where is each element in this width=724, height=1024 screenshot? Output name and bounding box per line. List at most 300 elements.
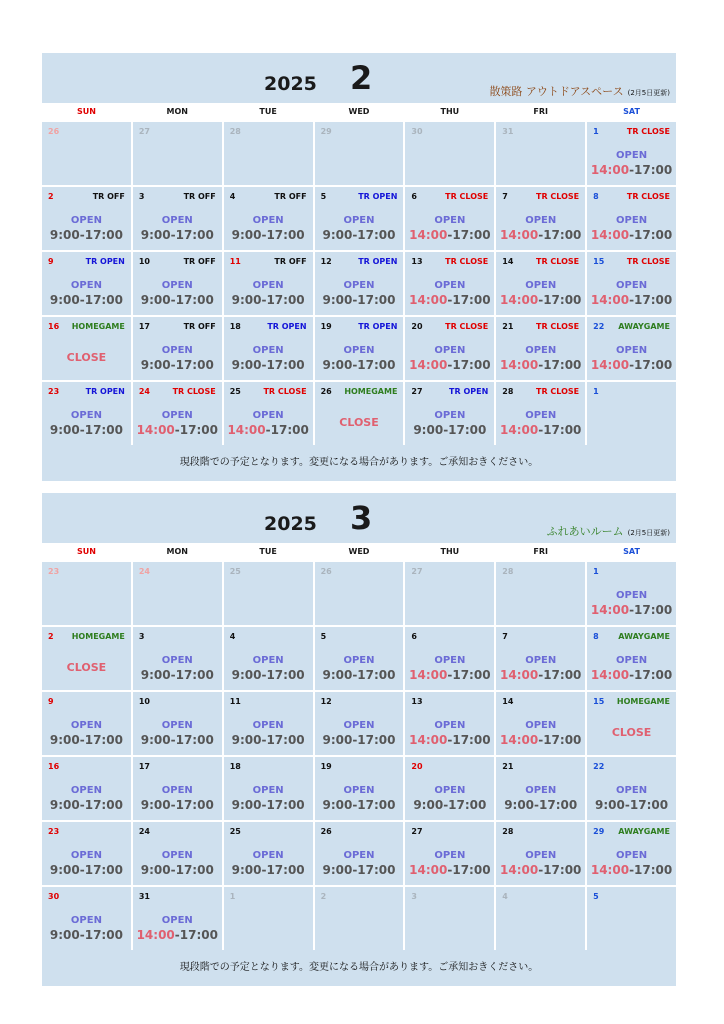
day-cell [405,692,494,755]
hours-end: -17:00 [261,228,305,242]
hours-start: 14:00 [136,423,175,437]
day-number: 6 [411,192,417,201]
day-number: 23 [48,567,60,576]
day-number: 17 [138,762,150,771]
open-label: OPEN [343,345,375,356]
day-cell [224,382,313,445]
open-label: OPEN [616,345,648,356]
hours-start: 9:00 [413,798,444,812]
hours-start: 14:00 [590,603,630,617]
day-number: 15 [593,697,605,706]
hours-end: -17:00 [79,798,123,812]
day-number: 7 [502,192,508,201]
open-label: OPEN [161,215,193,226]
status-tag: TR OPEN [85,257,125,266]
day-number: 5 [320,192,327,201]
day-number: 1 [229,892,236,901]
day-number: 3 [138,192,145,201]
day-cell [224,562,313,625]
day-cell [133,757,222,820]
day-number: 28 [502,387,514,396]
hours-end: -17:00 [79,863,123,877]
hours-end: -17:00 [170,358,214,372]
calendar-header [42,53,676,103]
weekday-header: WED [315,543,404,560]
open-label: OPEN [616,590,648,601]
open-label: OPEN [525,280,557,291]
day-cell [315,562,404,625]
opening-hours [496,798,585,812]
hours-end: -17:00 [538,228,582,242]
opening-hours [405,293,494,307]
day-cell [587,822,676,885]
day-cell [405,122,494,185]
weekday-header: THU [405,103,494,120]
day-cell [405,382,494,445]
opening-hours [587,293,676,307]
hours-start: 9:00 [49,798,80,812]
opening-hours [133,228,222,242]
hours-start: 9:00 [322,863,353,877]
opening-hours [133,668,222,682]
status-tag: HOMEGAME [71,322,125,331]
open-label: OPEN [434,850,466,861]
day-number: 20 [411,762,423,771]
open-label: OPEN [70,850,102,861]
status-tag: TR OPEN [267,322,307,331]
status-tag: TR CLOSE [626,127,670,136]
day-cell [587,562,676,625]
weekday-header: MON [133,543,222,560]
opening-hours [496,733,585,747]
day-number: 1 [593,387,599,396]
day-cell [315,887,404,950]
hours-end: -17:00 [261,863,305,877]
day-number: 4 [502,892,508,901]
day-cell [42,122,131,185]
day-number: 2 [48,632,54,641]
open-label: OPEN [434,655,466,666]
hours-end: -17:00 [629,668,673,682]
open-label: OPEN [525,215,557,226]
opening-hours [315,293,404,307]
hours-end: -17:00 [352,358,396,372]
hours-end: -17:00 [265,423,309,437]
day-number: 31 [138,892,150,901]
status-tag: HOMEGAME [71,632,125,641]
opening-hours [224,668,313,682]
hours-start: 14:00 [136,928,175,942]
day-number: 21 [502,322,514,331]
status-tag: AWAYGAME [618,827,670,836]
hours-end: -17:00 [624,798,669,812]
hours-end: -17:00 [79,733,123,747]
day-number: 13 [411,257,423,266]
open-label: OPEN [434,280,466,291]
open-label: OPEN [70,785,102,796]
day-number: 16 [48,322,60,331]
open-label: OPEN [434,785,466,796]
day-cell [405,187,494,250]
day-number: 26 [320,827,332,836]
status-tag: TR OPEN [358,257,398,266]
day-number: 21 [502,762,514,771]
day-cell [133,252,222,315]
opening-hours [587,863,676,877]
day-cell [224,122,313,185]
status-tag: TR CLOSE [263,387,307,396]
weekday-header: MON [133,103,222,120]
hours-end: -17:00 [629,863,673,877]
hours-end: -17:00 [261,293,305,307]
status-tag: AWAYGAME [618,632,670,641]
calendar-grid [42,103,676,445]
opening-hours [42,928,131,942]
open-label: OPEN [161,280,193,291]
hours-end: -17:00 [261,798,305,812]
opening-hours [405,358,494,372]
open-label: OPEN [252,785,284,796]
opening-hours [42,863,131,877]
hours-end: -17:00 [443,798,487,812]
day-number: 27 [138,127,150,136]
weekday-header: FRI [496,103,585,120]
day-number: 12 [320,697,332,706]
hours-start: 14:00 [590,358,630,372]
day-number: 5 [320,632,327,641]
hours-start: 14:00 [409,293,448,307]
opening-hours [496,423,585,437]
day-cell [496,627,585,690]
open-label: OPEN [252,720,284,731]
day-cell [42,822,131,885]
opening-hours [496,293,585,307]
status-tag: AWAYGAME [618,322,670,331]
day-cell [224,692,313,755]
hours-start: 9:00 [322,228,353,242]
year-label: 2025 [264,73,317,95]
hours-start: 9:00 [140,733,171,747]
day-cell [224,252,313,315]
day-cell [315,187,404,250]
open-label: OPEN [343,785,375,796]
day-number: 15 [593,257,605,266]
day-cell [133,122,222,185]
hours-start: 9:00 [140,668,171,682]
hours-start: 9:00 [413,423,444,437]
hours-end: -17:00 [174,423,218,437]
status-tag: TR OFF [274,192,307,201]
opening-hours [405,228,494,242]
day-number: 11 [229,257,241,266]
open-label: OPEN [616,215,648,226]
hours-start: 14:00 [590,163,630,177]
hours-end: -17:00 [79,928,123,942]
status-tag: TR CLOSE [536,387,580,396]
day-number: 19 [320,762,332,771]
day-cell [315,122,404,185]
day-cell [496,382,585,445]
open-label: OPEN [252,345,284,356]
open-label: OPEN [161,345,193,356]
day-cell [224,757,313,820]
day-cell [405,562,494,625]
hours-start: 14:00 [409,863,448,877]
hours-end: -17:00 [261,358,305,372]
day-cell [133,887,222,950]
opening-hours [224,358,313,372]
day-cell [315,822,404,885]
day-cell [587,122,676,185]
hours-end: -17:00 [352,863,396,877]
day-cell [133,382,222,445]
open-label: OPEN [161,410,193,421]
status-tag: TR OFF [183,257,216,266]
hours-start: 9:00 [49,863,80,877]
status-tag: TR CLOSE [536,257,580,266]
hours-start: 9:00 [49,928,80,942]
hours-start: 9:00 [322,733,353,747]
update-date: (2月5日更新) [627,89,670,97]
day-cell [133,822,222,885]
day-cell [496,757,585,820]
opening-hours [587,668,676,682]
day-cell [315,692,404,755]
day-cell [133,562,222,625]
day-number: 4 [229,632,236,641]
day-number: 14 [502,697,514,706]
hours-end: -17:00 [352,733,396,747]
closed-label: CLOSE [66,351,107,364]
open-label: OPEN [525,720,557,731]
day-cell [315,757,404,820]
day-number: 24 [138,827,150,836]
hours-end: -17:00 [447,228,491,242]
hours-start: 9:00 [49,293,80,307]
day-number: 31 [502,127,514,136]
day-number: 28 [229,127,241,136]
day-cell [496,187,585,250]
opening-hours [133,928,222,942]
day-number: 3 [138,632,145,641]
status-tag: TR CLOSE [626,257,670,266]
opening-hours [224,798,313,812]
day-cell [496,887,585,950]
open-label: OPEN [161,655,193,666]
hours-start: 14:00 [500,668,539,682]
open-label: OPEN [616,150,648,161]
hours-start: 9:00 [231,863,262,877]
hours-start: 14:00 [590,293,630,307]
day-number: 8 [593,632,599,641]
day-cell [587,252,676,315]
hours-end: -17:00 [352,798,396,812]
opening-hours [42,293,131,307]
day-number: 20 [411,322,423,331]
day-number: 10 [138,257,150,266]
open-label: OPEN [70,215,102,226]
hours-end: -17:00 [79,423,123,437]
day-cell [42,562,131,625]
opening-hours [133,423,222,437]
status-tag: TR OFF [183,322,216,331]
day-cell [405,757,494,820]
day-number: 24 [138,567,150,576]
day-number: 23 [48,387,60,396]
status-tag: HOMEGAME [616,697,670,706]
day-cell [496,317,585,380]
day-cell [405,887,494,950]
day-number: 5 [593,892,599,901]
hours-start: 14:00 [500,863,539,877]
opening-hours [315,798,404,812]
opening-hours [133,863,222,877]
hours-start: 9:00 [49,423,80,437]
day-cell [42,382,131,445]
status-tag: TR OFF [183,192,216,201]
hours-end: -17:00 [538,668,582,682]
hours-start: 14:00 [500,733,539,747]
hours-end: -17:00 [170,733,214,747]
hours-start: 14:00 [409,733,448,747]
opening-hours [587,358,676,372]
open-label: OPEN [70,410,102,421]
day-number: 18 [229,762,241,771]
status-tag: TR CLOSE [445,322,489,331]
open-label: OPEN [434,720,466,731]
closed-label: CLOSE [611,726,652,739]
day-cell [587,317,676,380]
opening-hours [496,668,585,682]
opening-hours [315,863,404,877]
hours-start: 9:00 [231,668,262,682]
status-tag: TR CLOSE [536,192,580,201]
hours-start: 9:00 [595,798,625,812]
status-tag: TR OFF [92,192,125,201]
day-cell [133,187,222,250]
day-number: 22 [593,762,605,771]
day-cell [315,382,404,445]
opening-hours [405,798,494,812]
weekday-header: SUN [42,103,131,120]
opening-hours [224,733,313,747]
month-label: 2 [350,59,373,97]
schedule-note: 現段階での予定となります。変更になる場合があります。ご承知おきください。 [179,962,539,973]
hours-start: 14:00 [409,228,448,242]
hours-start: 9:00 [140,863,171,877]
hours-end: -17:00 [79,293,123,307]
facility-name [547,523,670,539]
hours-end: -17:00 [447,733,491,747]
hours-end: -17:00 [629,163,673,177]
day-cell [42,252,131,315]
hours-end: -17:00 [538,293,582,307]
opening-hours [133,733,222,747]
open-label: OPEN [252,280,284,291]
calendar-march [42,493,676,986]
opening-hours [42,798,131,812]
day-cell [315,317,404,380]
month-label: 3 [350,499,373,537]
day-number: 9 [48,257,54,266]
hours-start: 14:00 [590,863,630,877]
day-cell [42,187,131,250]
status-tag: TR CLOSE [172,387,216,396]
schedule-note: 現段階での予定となります。変更になる場合があります。ご承知おきください。 [179,457,539,468]
weekday-header: TUE [224,103,313,120]
opening-hours [315,733,404,747]
facility-title: 散策路 アウトドアスペース [489,85,624,98]
day-cell [133,627,222,690]
day-number: 3 [411,892,417,901]
weekday-header: SUN [42,543,131,560]
day-number: 4 [229,192,236,201]
hours-end: -17:00 [261,668,305,682]
hours-end: -17:00 [170,668,214,682]
opening-hours [42,733,131,747]
open-label: OPEN [343,655,375,666]
hours-start: 9:00 [322,358,353,372]
hours-start: 9:00 [322,293,353,307]
weekday-header: SAT [587,543,676,560]
day-number: 25 [229,387,241,396]
day-cell [496,252,585,315]
opening-hours [224,863,313,877]
status-tag: TR OPEN [85,387,125,396]
opening-hours [587,228,676,242]
status-tag: TR CLOSE [445,257,489,266]
day-number: 2 [320,892,327,901]
hours-start: 9:00 [49,733,80,747]
day-number: 26 [320,387,332,396]
day-number: 1 [593,567,599,576]
day-number: 18 [229,322,241,331]
open-label: OPEN [70,280,102,291]
hours-end: -17:00 [261,733,305,747]
day-number: 26 [320,567,332,576]
hours-start: 14:00 [227,423,266,437]
day-cell [42,887,131,950]
year-label: 2025 [264,513,317,535]
day-cell [405,317,494,380]
day-number: 9 [48,697,54,706]
open-label: OPEN [343,280,375,291]
closed-label: CLOSE [66,661,107,674]
open-label: OPEN [161,850,193,861]
day-cell [224,822,313,885]
hours-start: 9:00 [140,293,171,307]
status-tag: HOMEGAME [344,387,398,396]
day-cell [587,187,676,250]
opening-hours [496,358,585,372]
opening-hours [315,358,404,372]
hours-end: -17:00 [538,863,582,877]
hours-end: -17:00 [170,863,214,877]
hours-start: 9:00 [231,228,262,242]
open-label: OPEN [70,720,102,731]
day-cell [42,692,131,755]
opening-hours [315,228,404,242]
day-number: 22 [593,322,605,331]
status-tag: TR OPEN [449,387,489,396]
day-cell [315,627,404,690]
hours-start: 14:00 [409,668,448,682]
open-label: OPEN [616,785,648,796]
hours-end: -17:00 [538,423,582,437]
opening-hours [224,423,313,437]
opening-hours [405,423,494,437]
day-cell [587,757,676,820]
